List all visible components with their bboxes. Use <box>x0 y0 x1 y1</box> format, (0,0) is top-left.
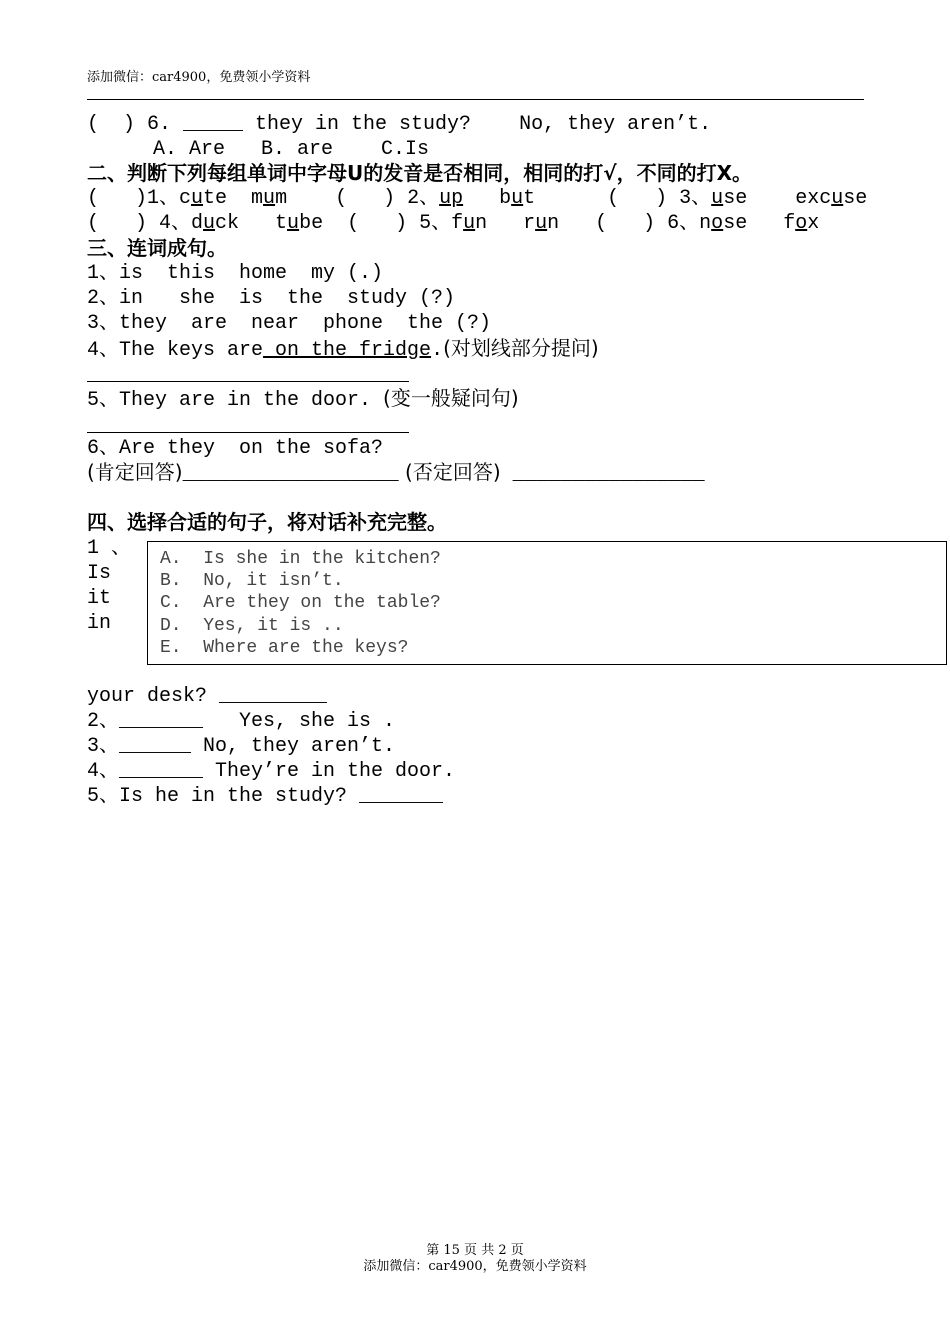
section4-line-2: 2、_______ Yes, she is . <box>87 710 396 733</box>
item4-hint: (对划线部分提问) <box>443 336 599 360</box>
section3-item-3: 3、they are near phone the (?) <box>87 312 492 335</box>
underlined-letter: u <box>191 187 204 210</box>
underlined-letter: o <box>711 212 724 235</box>
row-text: t ( ) 3、 <box>523 187 712 210</box>
yes-blank[interactable]: __________________ <box>182 463 399 486</box>
no-blank[interactable]: ________________ <box>500 463 705 486</box>
section4-line-5: 5、Is he in the study? _______ <box>87 785 444 808</box>
underlined-letter: u <box>831 187 844 210</box>
answer-blank-4[interactable] <box>87 381 409 382</box>
row-text: n r <box>475 212 536 235</box>
q6-line: ( ) 6. _____ they in the study? No, they aren’t. <box>87 113 712 136</box>
section4-line-1: your desk? _________ <box>87 685 328 708</box>
underlined-letter: o <box>795 212 808 235</box>
option-c: C. Are they on the table? <box>160 593 441 613</box>
underlined-letter: u <box>463 212 476 235</box>
section2-row2 <box>87 211 819 236</box>
section3-item-6: 6、Are they on the sofa? <box>87 437 384 460</box>
underlined-letter: u <box>711 187 724 210</box>
footer-page-number: 第 15 页 共 2 页 <box>426 1243 524 1258</box>
q1-col-3: it <box>87 587 112 610</box>
underlined-letter: u <box>263 187 276 210</box>
option-d: D. Yes, it is .. <box>160 616 344 636</box>
item4-prefix: 4、The keys are <box>87 339 264 362</box>
options-box <box>147 541 947 665</box>
section4-line-3: 3、______ No, they aren’t. <box>87 735 396 758</box>
underlined-letter: up <box>439 187 464 210</box>
q1-col-2: Is <box>87 562 112 585</box>
underlined-letter: u <box>287 212 300 235</box>
underlined-letter: u <box>511 187 524 210</box>
answer-blank-5[interactable] <box>87 432 409 433</box>
section4-title: 四、选择合适的句子，将对话补充完整。 <box>87 510 447 534</box>
underlined-letter: u <box>203 212 216 235</box>
option-e: E. Where are the keys? <box>160 638 409 658</box>
section2-title: 二、判断下列每组单词中字母U的发音是否相同，相同的打√，不同的打X。 <box>87 161 752 185</box>
item4-suffix: . <box>431 339 444 362</box>
header-rule <box>87 99 864 100</box>
no-label: (否定回答) <box>398 460 501 484</box>
row-text: be ( ) 5、f <box>299 212 464 235</box>
section3-item-6-answers <box>87 460 705 487</box>
row-text: n ( ) 6、n <box>547 212 712 235</box>
option-a: A. Is she in the kitchen? <box>160 549 441 569</box>
row-text: m ( ) 2、 <box>275 187 440 210</box>
row-text: se f <box>723 212 796 235</box>
underlined-letter: u <box>535 212 548 235</box>
section2-row1 <box>87 186 867 211</box>
row-text: te m <box>203 187 264 210</box>
section3-item-5 <box>87 386 519 413</box>
section3-item-1: 1、is this home my (.) <box>87 262 384 285</box>
row-text: ( ) 4、d <box>87 212 204 235</box>
option-b: B. No, it isn’t. <box>160 571 344 591</box>
q1-col-4: in <box>87 612 112 635</box>
q6-options: A. Are B. are C.Is <box>153 138 430 161</box>
header-watermark: 添加微信：car4900，免费领小学资料 <box>87 70 311 85</box>
row-text: se <box>843 187 868 210</box>
yes-label: (肯定回答) <box>87 460 183 484</box>
row-text: ck t <box>215 212 288 235</box>
section3-item-4 <box>87 336 599 363</box>
q1-col-1: 1 、 <box>87 537 132 560</box>
footer-watermark: 添加微信：car4900，免费领小学资料 <box>363 1259 587 1274</box>
row-text: x <box>807 212 820 235</box>
item4-underlined: on the fridge <box>263 339 432 362</box>
item5-text: 5、They are in the door. <box>87 389 384 412</box>
section3-item-2: 2、in she is the study (?) <box>87 287 456 310</box>
section4-line-4: 4、_______ They’re in the door. <box>87 760 456 783</box>
row-text: se exc <box>723 187 832 210</box>
row-text: ( )1、c <box>87 187 192 210</box>
row-text: b <box>463 187 512 210</box>
item5-hint: (变一般疑问句) <box>383 386 519 410</box>
section3-title: 三、连词成句。 <box>87 236 227 260</box>
